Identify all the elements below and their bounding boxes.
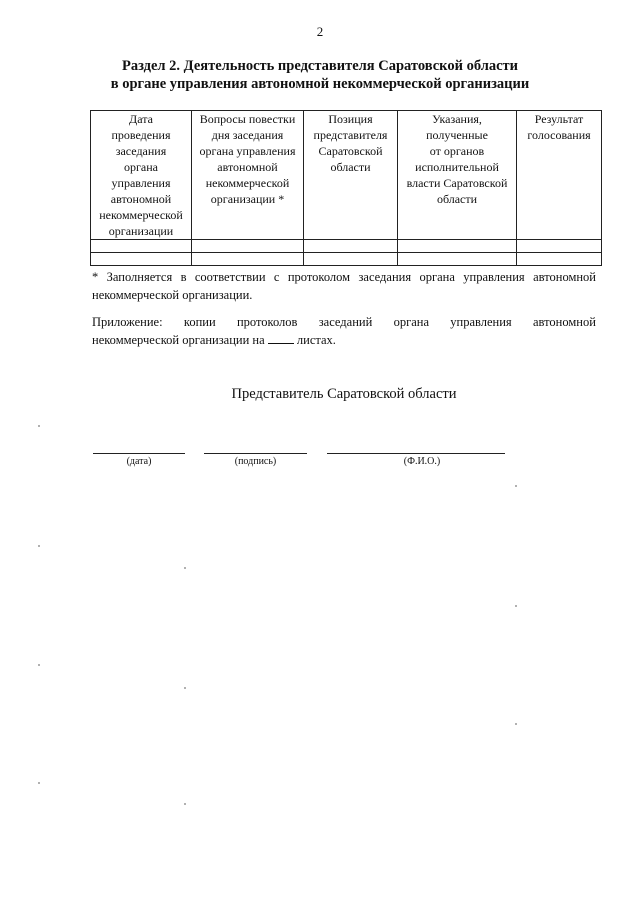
table-cell [192,240,304,253]
signature-line [204,453,307,454]
signature-label: (подпись) [234,456,277,467]
activity-table [90,110,602,266]
table-cell [304,240,398,253]
footnote: * Заполняется в соответствии с протоколом заседания органа управления автономной некоммерческой организации. [92,270,596,302]
appendix-line2-before: некоммерческой организации на [92,333,265,347]
section-title-line-2: в органе управления автономной некоммерческой организации [110,76,530,92]
page-number: 2 [316,24,324,39]
scan-speck [38,425,40,427]
scan-speck [184,803,186,805]
scan-speck [184,687,186,689]
date-line [93,453,185,454]
scan-speck [38,782,40,784]
name-label: (Ф.И.О.) [403,456,441,467]
scan-speck [515,485,517,487]
header-cell-agenda: Вопросы повестки дня заседания органа управления автономной некоммерческой организации * [192,111,304,240]
header-cell-vote-result: Результат голосования [517,111,602,240]
table-row [91,253,602,266]
date-label: (дата) [126,456,152,467]
header-cell-date: Дата проведения заседания органа управления автономной некоммерческой организации [91,111,192,240]
header-cell-instructions: Указания, полученные от органов исполнительной власти Саратовской области [398,111,517,240]
table-cell [517,253,602,266]
table-row [91,240,602,253]
scan-speck [38,545,40,547]
scan-speck [184,567,186,569]
header-cell-position: Позиция представителя Саратовской области [304,111,398,240]
table-cell [398,253,517,266]
name-line [327,453,505,454]
appendix-line2-after: листах. [296,333,336,347]
table-cell [517,240,602,253]
table-header-row [91,111,602,240]
appendix-note: Приложение: копии протоколов заседаний органа управления автономной некоммерческой организации на листах. [92,315,596,347]
scan-speck [515,723,517,725]
section-title [60,57,580,93]
representative-title: Представитель Саратовской области [231,386,457,402]
table-cell [398,240,517,253]
table-cell [91,253,192,266]
table-cell [192,253,304,266]
table-cell [304,253,398,266]
section-title-line-1: Раздел 2. Деятельность представителя Саратовской области [121,58,519,74]
scan-speck [515,605,517,607]
sheet-count-blank [268,331,294,344]
scan-speck [38,664,40,666]
table-cell [91,240,192,253]
